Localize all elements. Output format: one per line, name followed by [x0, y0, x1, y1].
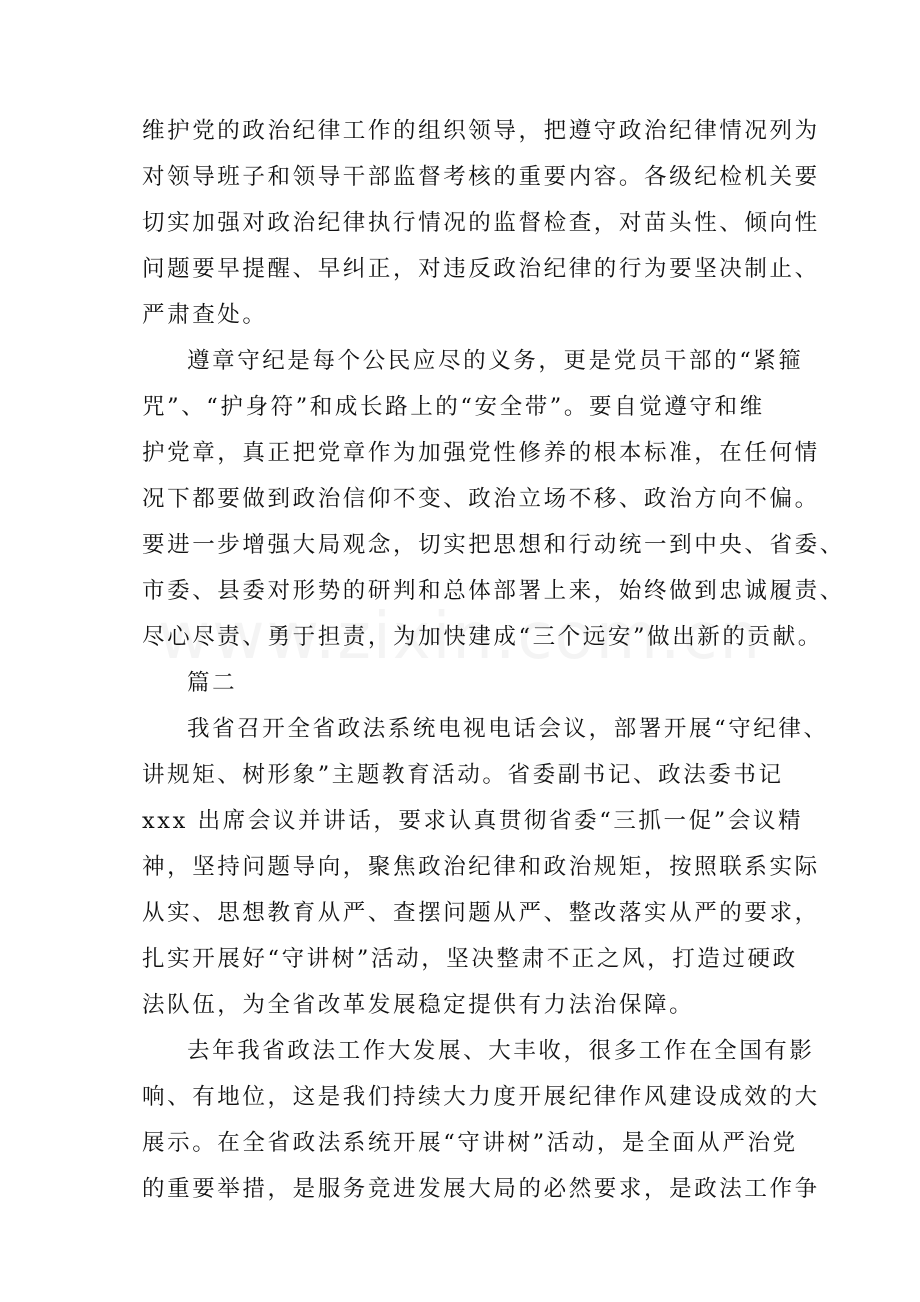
text-line: 况下都要做到政治信仰不变、政治立场不移、政治方向不偏。: [142, 486, 820, 512]
text-line: 对领导班子和领导干部监督考核的重要内容。各级纪检机关要: [142, 164, 820, 190]
text-line: 市委、县委对形势的研判和总体部署上来，始终做到忠诚履责、: [142, 578, 845, 604]
text-line: 要进一步增强大局观念，切实把思想和行动统一到中央、省委、: [142, 532, 845, 558]
text-line: 法队伍，为全省改革发展稳定提供有力法治保障。: [142, 992, 695, 1018]
text-line: 维护党的政治纪律工作的组织领导，把遵守政治纪律情况列为: [142, 118, 820, 144]
paragraph-start-line: 遵章守纪是每个公民应尽的义务，更是党员干部的“紧箍: [187, 348, 804, 374]
text-line: 的重要举措，是服务竞进发展大局的必然要求，是政法工作争: [142, 1176, 820, 1202]
section-heading: 篇二: [187, 670, 238, 696]
text-line: 神，坚持问题导向，聚焦政治纪律和政治规矩，按照联系实际: [142, 854, 820, 880]
text-line: 响、有地位，这是我们持续大力度开展纪律作风建设成效的大: [142, 1084, 820, 1110]
text-line: 尽心尽责、勇于担责，为加快建成“三个远安”做出新的贡献。: [142, 624, 823, 650]
text-line: xxx 出席会议并讲话，要求认真贯彻省委“三抓一促”会议精: [142, 808, 804, 834]
text-line: 讲规矩、树形象”主题教育活动。省委副书记、政法委书记: [142, 762, 784, 788]
text-line: 问题要早提醒、早纠正，对违反政治纪律的行为要坚决制止、: [142, 256, 820, 282]
text-line: 扎实开展好“守讲树”活动，坚决整肃不正之风，打造过硬政: [142, 946, 798, 972]
text-line: 展示。在全省政法系统开展“守讲树”活动，是全面从严治党: [142, 1130, 798, 1156]
text-line: 从实、思想教育从严、查摆问题从严、整改落实从严的要求，: [142, 900, 820, 926]
document-body: [142, 108, 845, 1212]
text-line: 咒”、“护身符”和成长路上的“安全带”。要自觉遵守和维: [142, 394, 765, 420]
text-line: 切实加强对政治纪律执行情况的监督检查，对苗头性、倾向性: [142, 210, 820, 236]
text-line: 严肃查处。: [142, 302, 268, 328]
text-line: 护党章，真正把党章作为加强党性修养的根本标准，在任何情: [142, 440, 820, 466]
paragraph-start-line: 去年我省政法工作大发展、大丰收，很多工作在全国有影: [187, 1038, 815, 1064]
paragraph-start-line: 我省召开全省政法系统电视电话会议，部署开展“守纪律、: [187, 716, 829, 742]
